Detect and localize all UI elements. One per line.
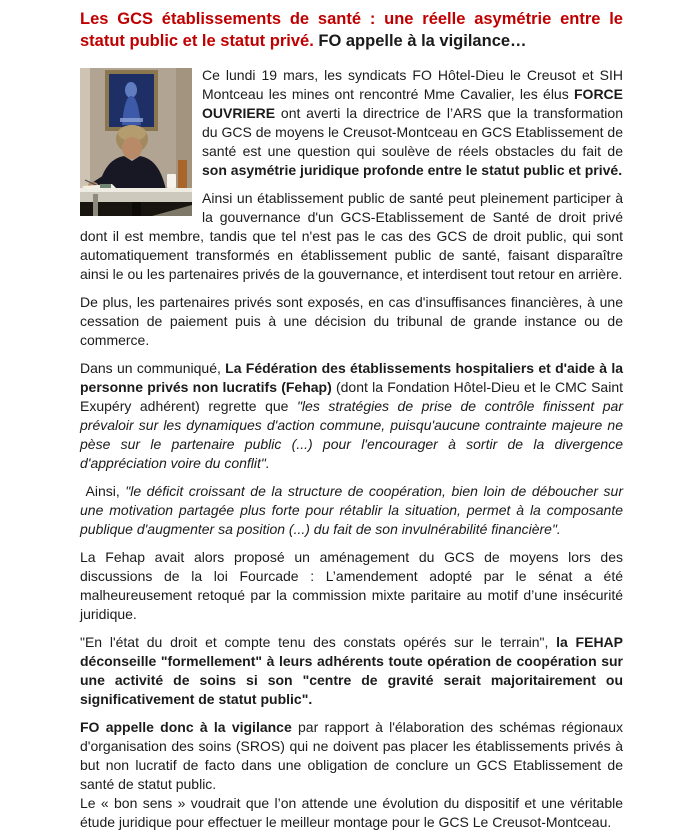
paragraph-run-bold: FO appelle donc à la vigilance (80, 719, 292, 735)
paragraph-run: par rapport à l'élaboration des schémas régionaux d'organisation des soins (SROS) qui ne doivent pas placer les établissements privés à but non lucratif de facto dans une obligation de conclure un GCS Etablissement de santé de statut public. (80, 719, 624, 792)
paragraph-run: De plus, les partenaires privés sont exposés, en cas d'insuffisances financières, à une cessation de paiement puis à une décision du tribunal de grande instance ou de commerce. (80, 294, 623, 348)
meeting-photo (80, 68, 192, 216)
paragraph-run: Le « bon sens » voudrait que l’on attende une évolution du dispositif et une véritable étude juridique pour effectuer le meilleur montage pour le GCS Le Creusot-Montceau. (80, 795, 623, 830)
paragraph-run-italic: "le déficit croissant de la structure de coopération, bien loin de déboucher sur une motivation partagée plus forte pour rétablir la situation, permet à la composante publique d'augmenter sa position (...) du fait de son invulnérabilité financière". (80, 483, 624, 537)
paragraph-run-italic: "les stratégies de prise de contrôle finissent par prévaloir sur les dynamiques d'action commune, puisqu'aucune contrainte majeure ne pèse sur le partenaire public (...) pour l'encourager à sortir de la divergence d'appréciation voire du conflit". (80, 398, 623, 471)
article-title-red: Les GCS établissements de santé : une réelle asymétrie entre le statut public et le statut privé. (80, 10, 623, 50)
paragraph-run-bold: la FEHAP déconseille "formellement" à leurs adhérents toute opération de coopération sur une activité de soins si son "centre de gravité serait majoritairement ou significativement de statut public". (80, 634, 624, 707)
paragraph-run-bold: son asymétrie juridique profonde entre le statut public et privé. (202, 162, 623, 178)
paragraph (80, 482, 623, 539)
article-title-black: FO appelle à la vigilance… (313, 32, 527, 50)
paragraph-run: Dans un communiqué, (80, 360, 226, 376)
paragraph-run: Ainsi un établissement public de santé peut pleinement participer à la gouvernance d'un GCS-Etablissement de Santé de droit privé dont il est membre, tandis que tel n'est pas le cas des GCS de droit public, qui sont automatiquement transformés en établissement public de santé, faisant disparaître ainsi le ou les partenaires privés de la gouvernance, et interdisent tout retour en arrière. (80, 190, 623, 282)
paragraph-run: Ce lundi 19 mars, les syndicats FO Hôtel-Dieu le Creusot et SIH Montceau les mines ont rencontré Mme Cavalier, les élus (202, 67, 623, 102)
paragraph-run: ont averti la directrice de l’ARS que la transformation du GCS de moyens le Creusot-Montceau en GCS Etablissement de santé est une question qui soulève de réels obstacles du fait de (202, 105, 623, 159)
paragraph (80, 633, 623, 709)
paragraph (80, 718, 623, 794)
paragraph (80, 794, 623, 832)
article-title (80, 8, 623, 52)
paragraph-run: Ainsi, (80, 483, 126, 499)
meeting-photo-illustration (80, 68, 192, 216)
paragraph-run-bold: La Fédération des établissements hospitaliers et d'aide à la personne privés non lucratifs (Fehap) (80, 360, 624, 395)
paragraph (80, 293, 623, 350)
framed-poster (105, 70, 158, 131)
cup (167, 174, 176, 188)
paragraph-run: "En l'état du droit et compte tenu des constats opérés sur le terrain", (80, 634, 557, 650)
chair-back (178, 160, 187, 190)
paragraph-run-bold: FORCE OUVRIERE (202, 86, 623, 121)
paragraph (80, 548, 623, 624)
paragraph-run: (dont la Fondation Hôtel-Dieu et le CMC Saint Exupéry adhérent) regrette que (80, 379, 623, 414)
paragraph (80, 359, 623, 473)
paragraph-run: La Fehap avait alors proposé un aménagement du GCS de moyens lors des discussions de la loi Fourcade : L’amendement adopté par le sénat a été malheureusement retoqué par la commission mixte paritaire au motif d’une insécurité juridique. (80, 549, 623, 622)
